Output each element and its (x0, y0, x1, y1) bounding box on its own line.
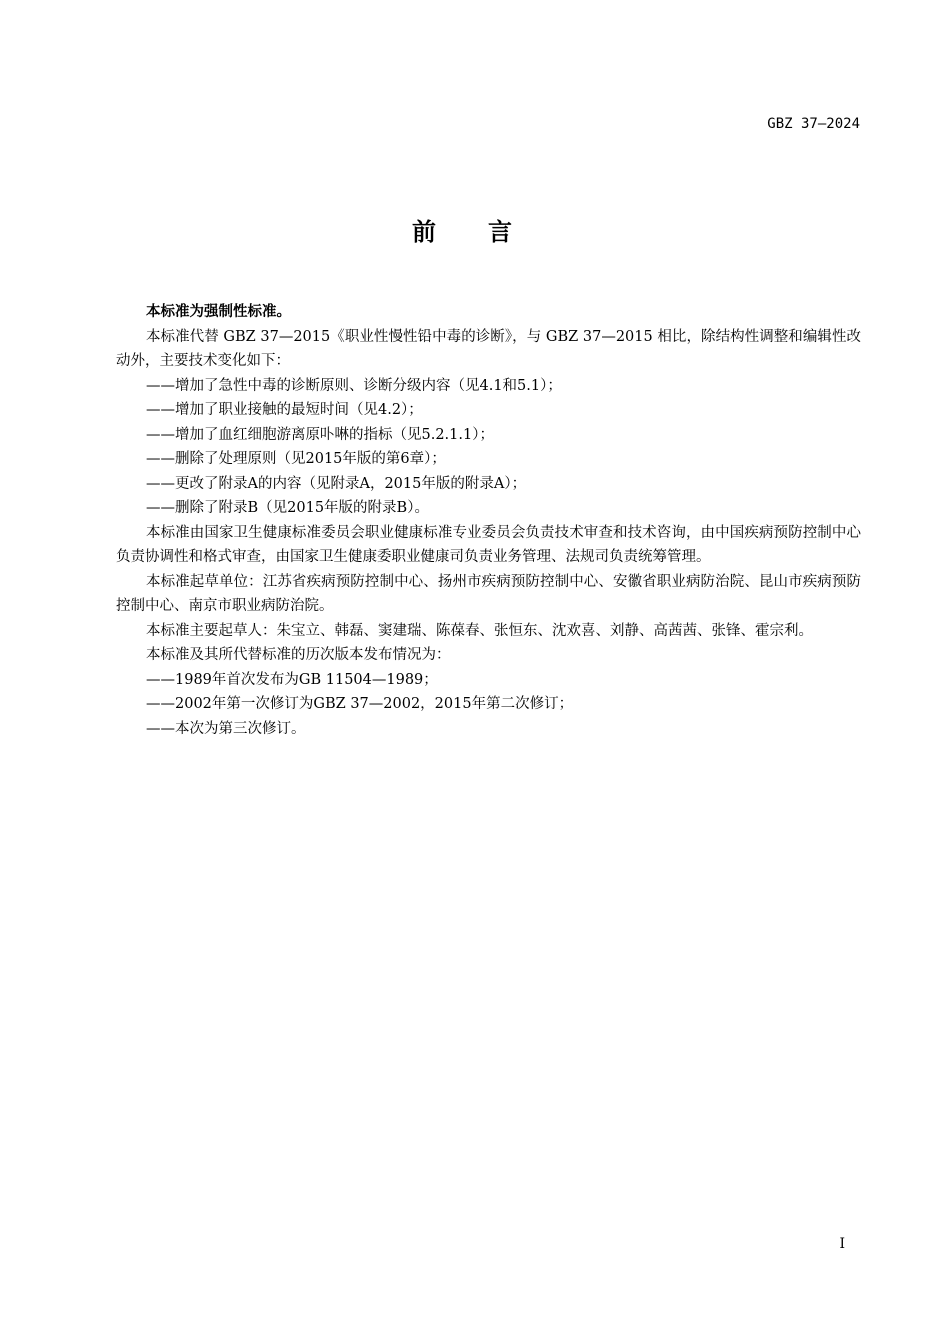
change-item: ——更改了附录A的内容（见附录A，2015年版的附录A）； (146, 475, 527, 492)
paragraph-replaces: 本标准代替 GBZ 37—2015《职业性慢性铅中毒的诊断》，与 GBZ 37—2015 相比，除结构性调整和编辑性改动外，主要技术变化如下： (116, 328, 861, 369)
change-item: ——增加了急性中毒的诊断原则、诊断分级内容（见4.1和5.1）； (146, 377, 562, 394)
history-item: ——1989年首次发布为GB 11504—1989； (146, 671, 438, 688)
paragraph-drafters: 本标准主要起草人：朱宝立、韩磊、窦建瑞、陈葆春、张恒东、沈欢喜、刘静、高茜茜、张锋、霍宗利。 (146, 622, 813, 639)
change-item: ——增加了职业接触的最短时间（见4.2）； (146, 402, 423, 418)
foreword-body (116, 300, 861, 741)
history-item: ——本次为第三次修订。 (146, 720, 306, 737)
paragraph-proposed-by: 本标准由国家卫生健康标准委员会职业健康标准专业委员会负责技术审查和技术咨询，由中国疾病预防控制中心负责协调性和格式审查，由国家卫生健康委职业健康司负责业务管理、法规司负责统筹管理。 (116, 524, 861, 565)
page-title: 前言 (412, 218, 564, 246)
change-item: ——删除了处理原则（见2015年版的第6章）； (146, 451, 446, 467)
paragraph-mandatory: 本标准为强制性标准。 (146, 304, 291, 320)
page-number: I (839, 1236, 845, 1252)
paragraph-history: 本标准及其所代替标准的历次版本发布情况为： (146, 647, 451, 663)
standard-code: GBZ 37—2024 (767, 116, 860, 132)
change-item: ——删除了附录B（见2015年版的附录B）。 (146, 500, 429, 516)
paragraph-drafting-units: 本标准起草单位：江苏省疾病预防控制中心、扬州市疾病预防控制中心、安徽省职业病防治院、昆山市疾病预防控制中心、南京市职业病防治院。 (116, 573, 861, 614)
change-item: ——增加了血红细胞游离原卟啉的指标（见5.2.1.1）； (146, 426, 494, 443)
history-item: ——2002年第一次修订为GBZ 37—2002，2015年第二次修订； (146, 696, 574, 712)
